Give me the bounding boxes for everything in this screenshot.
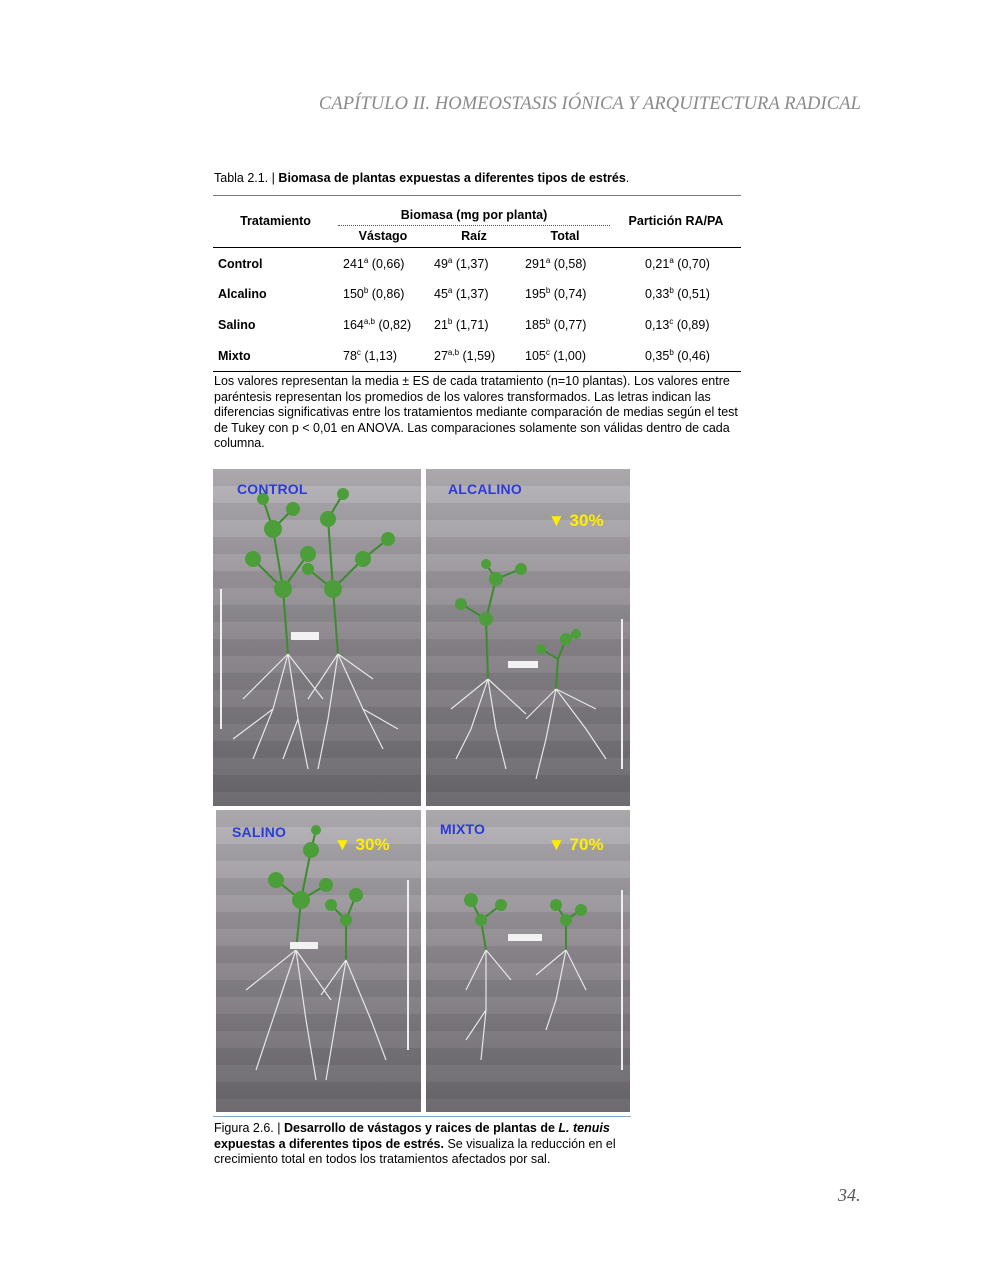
cell-value: 21 bbox=[434, 318, 448, 332]
cell-particion bbox=[645, 287, 710, 301]
cell-particion bbox=[645, 318, 709, 332]
photo-panel-salino bbox=[216, 810, 421, 1112]
header-total: Total bbox=[550, 229, 580, 243]
header-tratamiento: Tratamiento bbox=[240, 214, 311, 228]
photo-panel-alcalino bbox=[426, 469, 630, 806]
photo-panel-control bbox=[213, 469, 421, 806]
cell-vastago bbox=[343, 318, 411, 332]
table-top-rule bbox=[213, 195, 741, 196]
running-header: CAPÍTULO II. HOMEOSTASIS IÓNICA Y ARQUITECTURA RADICAL bbox=[318, 94, 861, 114]
cell-value: 0,35 bbox=[645, 349, 670, 363]
cell-value: 185 bbox=[525, 318, 546, 332]
header-raiz: Raíz bbox=[461, 229, 487, 243]
page-number: 34. bbox=[838, 1185, 861, 1205]
cell-transformed-value: (0,70) bbox=[677, 257, 710, 271]
cell-significance-letter: a bbox=[363, 256, 369, 265]
table-bottom-rule bbox=[213, 371, 741, 372]
cell-transformed-value: (1,00) bbox=[553, 349, 586, 363]
cell-value: 78 bbox=[343, 349, 357, 363]
cell-transformed-value: (0,66) bbox=[371, 257, 405, 271]
cell-total bbox=[525, 287, 586, 301]
cell-value: 0,33 bbox=[645, 287, 670, 301]
header-divider bbox=[338, 225, 610, 226]
figure-caption-bold-1: Desarrollo de vástagos y raices de plantas de bbox=[283, 1121, 555, 1135]
table-caption bbox=[214, 171, 629, 185]
cell-significance-letter: b bbox=[545, 317, 551, 326]
plant-photo-salino bbox=[216, 810, 421, 1112]
cell-transformed-value: (0,89) bbox=[676, 318, 710, 332]
figure-caption bbox=[214, 1121, 664, 1168]
cell-significance-letter: b bbox=[447, 317, 453, 326]
cell-transformed-value: (0,46) bbox=[677, 349, 710, 363]
cell-value: 105 bbox=[525, 349, 546, 363]
cell-raiz bbox=[434, 349, 495, 363]
cell-transformed-value: (0,58) bbox=[553, 257, 587, 271]
figure-caption-rule bbox=[213, 1116, 631, 1117]
table-caption-title: Biomasa de plantas expuestas a diferentes tipos de estrés bbox=[278, 171, 626, 185]
cell-raiz bbox=[434, 287, 489, 301]
panel-label-control: CONTROL bbox=[237, 481, 308, 497]
photo-panel-mixto bbox=[426, 810, 630, 1112]
cell-value: 241 bbox=[343, 257, 364, 271]
cell-significance-letter: b bbox=[669, 348, 674, 357]
cell-significance-letter: a bbox=[447, 256, 453, 265]
cell-transformed-value: (1,59) bbox=[462, 349, 496, 363]
cell-vastago bbox=[343, 257, 404, 271]
table-caption-end: . bbox=[625, 171, 630, 185]
panel-label-salino: SALINO bbox=[232, 824, 287, 840]
cell-significance-letter: c bbox=[545, 348, 550, 357]
cell-value: 164 bbox=[343, 318, 364, 332]
cell-significance-letter: a bbox=[545, 256, 551, 265]
cell-total bbox=[525, 349, 586, 363]
cell-transformed-value: (0,74) bbox=[553, 287, 587, 301]
panel-reduction-mixto: ▼ 70% bbox=[548, 835, 604, 854]
cell-value: 0,13 bbox=[645, 318, 670, 332]
cell-significance-letter: b bbox=[545, 286, 551, 295]
cell-significance-letter: a bbox=[669, 256, 674, 265]
cell-transformed-value: (1,37) bbox=[455, 287, 489, 301]
cell-significance-letter: a,b bbox=[447, 348, 460, 357]
table-note: Los valores representan la media ± ES de cada tratamiento (n=10 plantas). Los valores entre paréntesis representan los promedios de los valores transformados. Las letras indican las diferencias significativas entre los tratamientos mediante comparación de medias según el test de Tukey con p < 0,01 en ANOVA. Las comparaciones solamente son válidas dentro de cada columna. bbox=[214, 374, 738, 451]
cell-transformed-value: (0,86) bbox=[371, 287, 405, 301]
cell-transformed-value: (0,77) bbox=[553, 318, 587, 332]
plant-photo-mixto bbox=[426, 810, 630, 1112]
row-label: Mixto bbox=[218, 349, 251, 363]
cell-transformed-value: (1,37) bbox=[455, 257, 489, 271]
table-header-rule bbox=[213, 247, 741, 248]
cell-significance-letter: a,b bbox=[363, 317, 375, 326]
cell-transformed-value: (1,13) bbox=[364, 349, 398, 363]
row-label: Salino bbox=[218, 318, 256, 332]
figure-caption-text: Se visualiza la reducción en el crecimiento total en todos los tratamientos afectados por sal. bbox=[214, 1136, 616, 1167]
cell-raiz bbox=[434, 318, 489, 332]
cell-total bbox=[525, 257, 586, 271]
header-biomasa: Biomasa (mg por planta) bbox=[400, 208, 548, 222]
cell-value: 0,21 bbox=[645, 257, 670, 271]
cell-vastago bbox=[343, 287, 404, 301]
cell-value: 27 bbox=[434, 349, 448, 363]
cell-value: 291 bbox=[525, 257, 546, 271]
cell-raiz bbox=[434, 257, 489, 271]
cell-value: 150 bbox=[343, 287, 364, 301]
cell-vastago bbox=[343, 349, 397, 363]
panel-label-alcalino: ALCALINO bbox=[448, 481, 522, 497]
cell-significance-letter: a bbox=[447, 286, 453, 295]
cell-significance-letter: b bbox=[363, 286, 369, 295]
header-vastago: Vástago bbox=[358, 229, 408, 243]
figure-caption-bold-2: expuestas a diferentes tipos de estrés. bbox=[214, 1136, 444, 1151]
row-label: Control bbox=[218, 257, 263, 271]
cell-particion bbox=[645, 349, 710, 363]
cell-value: 49 bbox=[434, 257, 448, 271]
figure-caption-species: L. tenuis bbox=[558, 1121, 610, 1135]
cell-transformed-value: (0,82) bbox=[378, 318, 412, 332]
header-particion: Partición RA/PA bbox=[628, 214, 724, 228]
panel-reduction-salino: ▼ 30% bbox=[334, 835, 390, 854]
cell-total bbox=[525, 318, 586, 332]
row-label: Alcalino bbox=[218, 287, 267, 301]
cell-value: 195 bbox=[525, 287, 546, 301]
panel-reduction-alcalino: ▼ 30% bbox=[548, 511, 604, 530]
cell-transformed-value: (0,51) bbox=[677, 287, 710, 301]
cell-significance-letter: c bbox=[669, 317, 674, 326]
cell-particion bbox=[645, 257, 710, 271]
panel-label-mixto: MIXTO bbox=[440, 821, 486, 837]
figure-caption-prefix: Figura 2.6. | bbox=[214, 1121, 281, 1135]
plant-photo-control bbox=[213, 469, 421, 806]
cell-significance-letter: c bbox=[356, 348, 361, 357]
cell-significance-letter: b bbox=[669, 286, 674, 295]
cell-transformed-value: (1,71) bbox=[455, 318, 489, 332]
cell-value: 45 bbox=[434, 287, 448, 301]
table-caption-prefix: Tabla 2.1. | bbox=[214, 171, 275, 185]
